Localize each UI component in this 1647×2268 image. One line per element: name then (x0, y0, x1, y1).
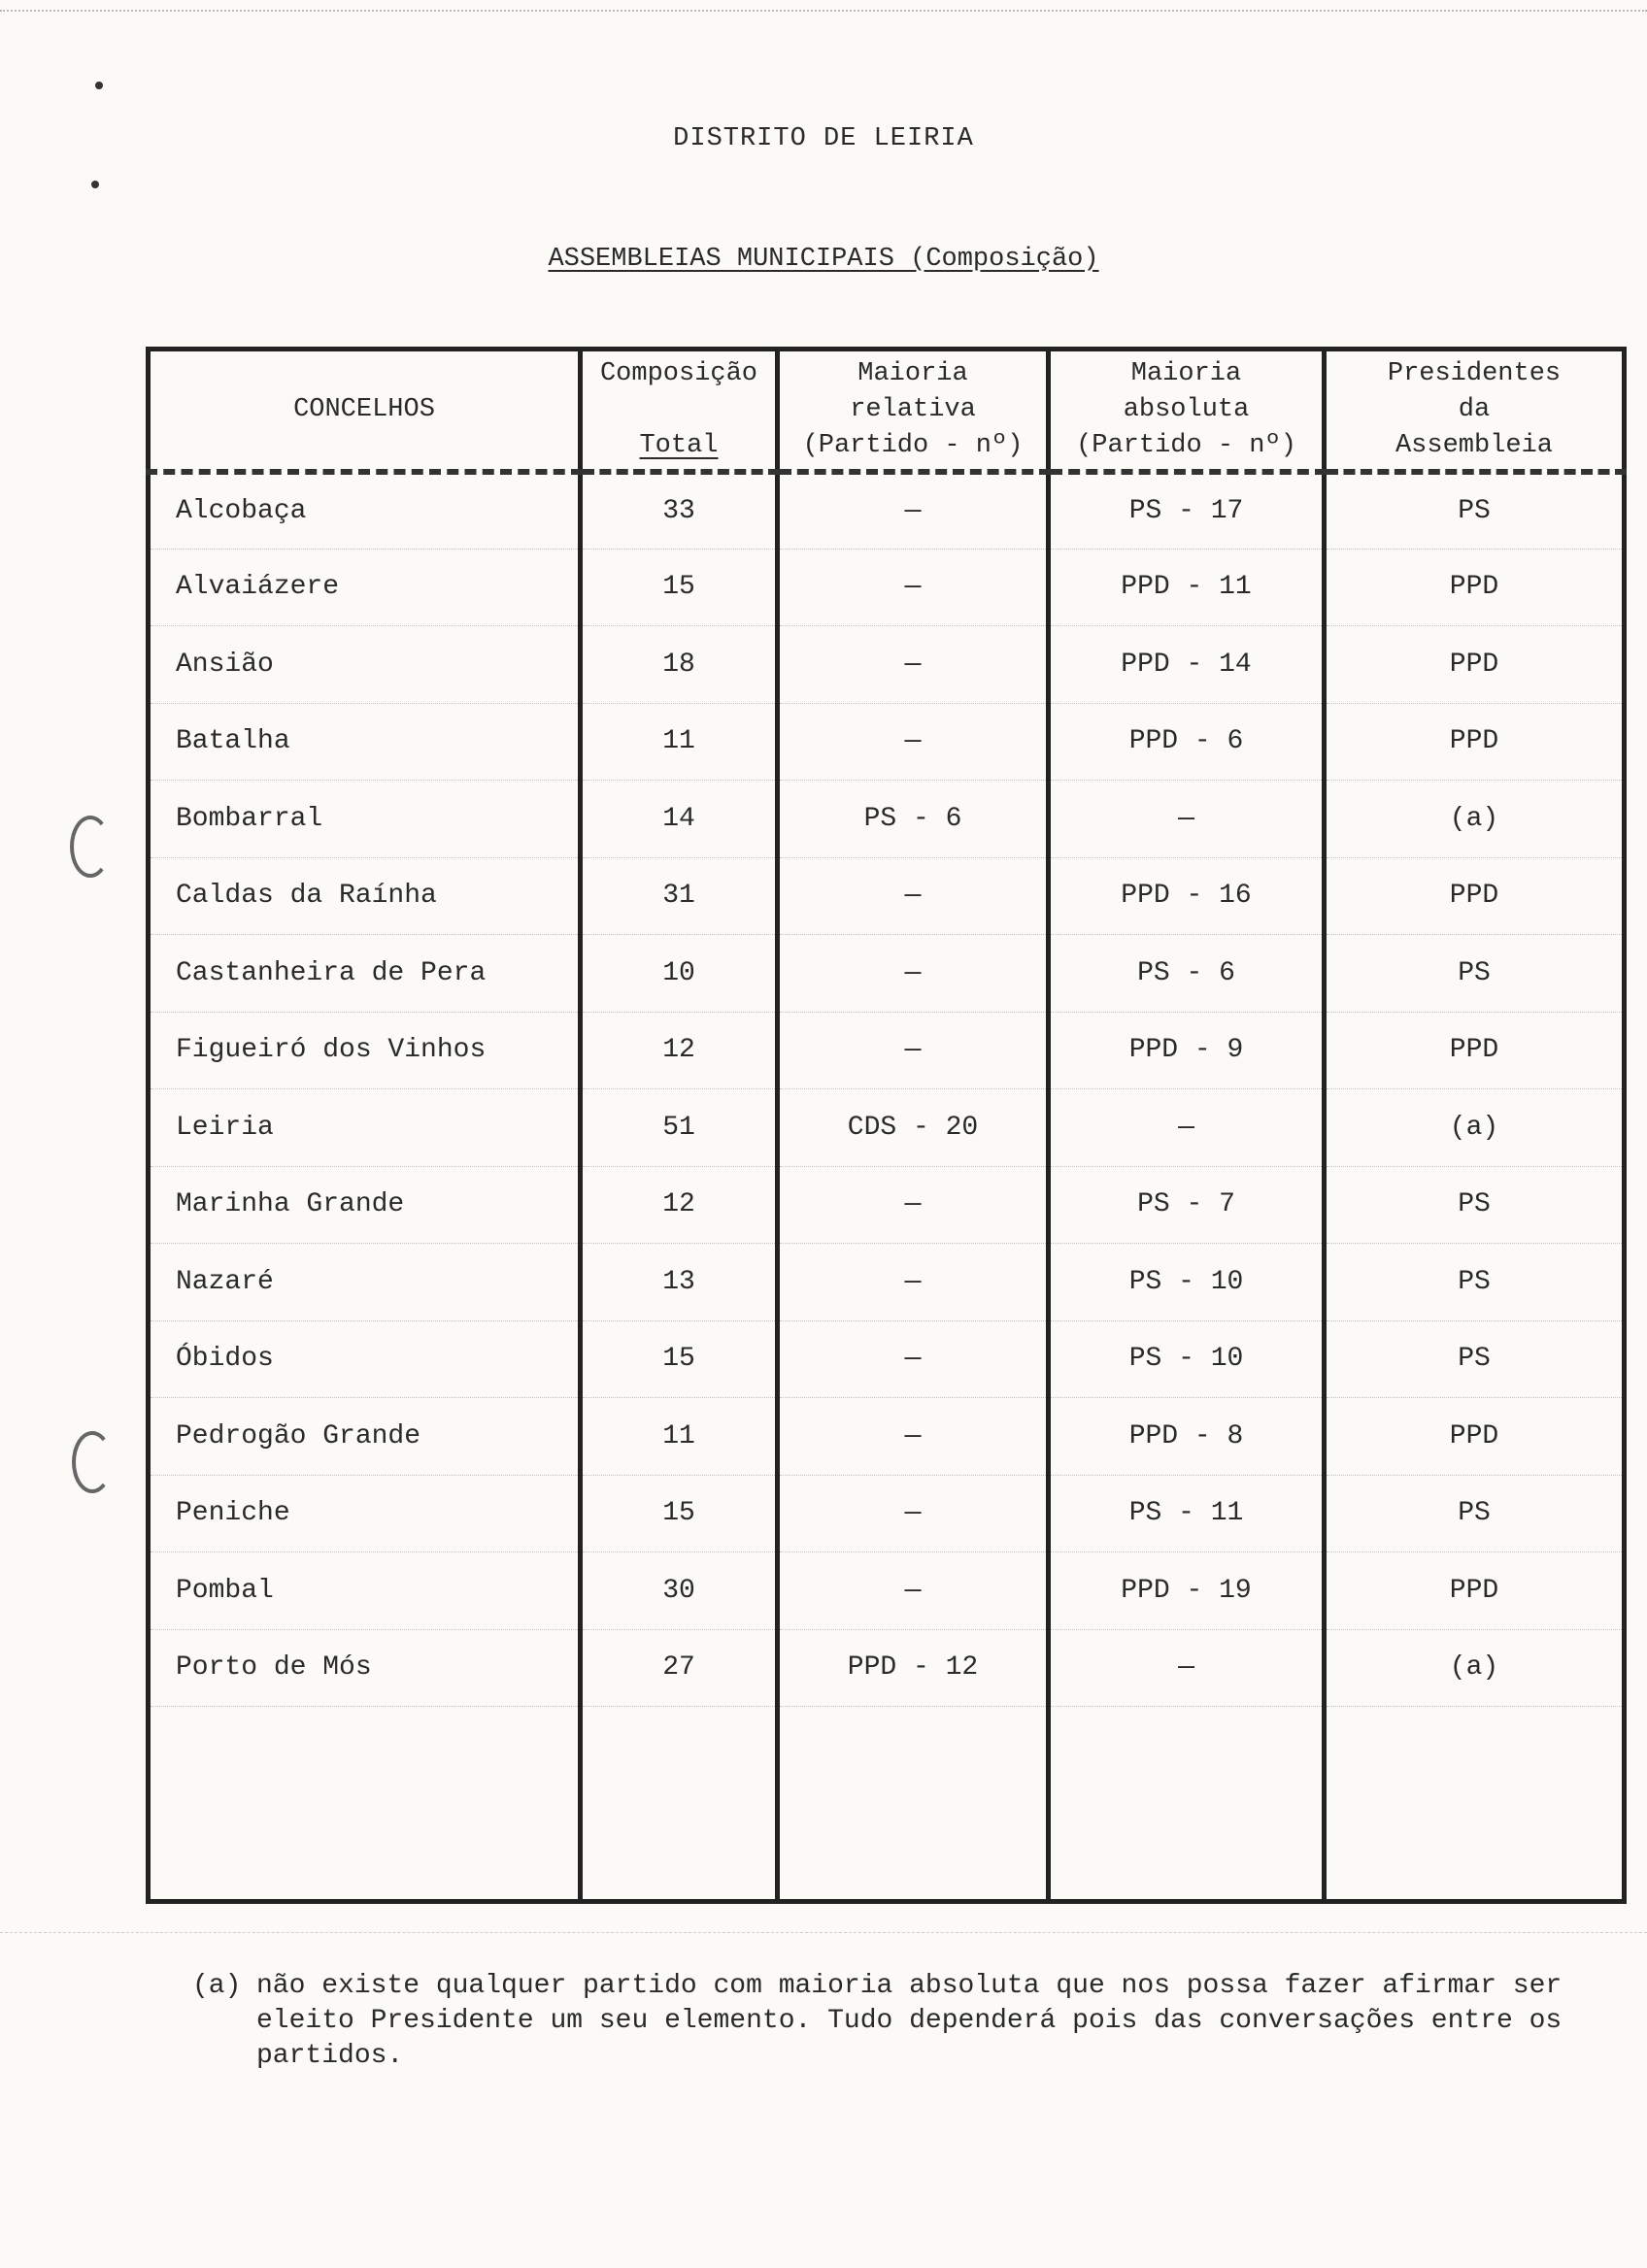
cell-concelho: Caldas da Raínha (149, 857, 581, 935)
cell-total: 15 (581, 1320, 778, 1398)
cell-relativa: — (778, 626, 1049, 704)
col-header-text: (Partido - nº) (1076, 430, 1296, 460)
page-subtitle-text: ASSEMBLEIAS MUNICIPAIS (Composição) (548, 245, 1099, 274)
footnote-mark: (a) (192, 1971, 242, 2001)
cell-presidente: PPD (1325, 1398, 1625, 1476)
col-header-text: Maioria (1130, 358, 1242, 388)
cell-presidente: PPD (1325, 857, 1625, 935)
cell-relativa: — (778, 703, 1049, 781)
footnote-text: não existe qualquer partido com maioria absoluta que nos possa fazer afirmar ser eleito Presidente um seu elemento. Tudo dependerá pois das conversações entre os partidos. (256, 1971, 1563, 2071)
col-header-text: absoluta (1123, 394, 1250, 424)
col-header-concelhos (149, 350, 581, 472)
cell-absoluta: PPD - 16 (1049, 857, 1325, 935)
cell-relativa: PS - 6 (778, 781, 1049, 858)
col-header-text: Assembleia (1395, 430, 1554, 460)
cell-total: 27 (581, 1629, 778, 1707)
cell-absoluta: — (1049, 1629, 1325, 1707)
cell-relativa: — (778, 1244, 1049, 1321)
cell-total: 15 (581, 1475, 778, 1552)
col-header-text: relativa (850, 394, 976, 424)
cell-relativa: — (778, 1475, 1049, 1552)
cell-total: 13 (581, 1244, 778, 1321)
table-row (149, 1166, 1625, 1244)
page-title: DISTRITO DE LEIRIA (673, 124, 974, 153)
cell-total: 12 (581, 1012, 778, 1089)
cell-relativa: — (778, 1012, 1049, 1089)
col-header-text: CONCELHOS (293, 394, 435, 424)
table-row (149, 1475, 1625, 1552)
cell-relativa: CDS - 20 (778, 1089, 1049, 1167)
cell-concelho: Batalha (149, 703, 581, 781)
cell-relativa: PPD - 12 (778, 1629, 1049, 1707)
col-header-text: Maioria (857, 358, 968, 388)
cell-absoluta: PPD - 8 (1049, 1398, 1325, 1476)
cell-presidente: (a) (1325, 781, 1625, 858)
table-filler-row (149, 1707, 1625, 1902)
table-header-row (149, 350, 1625, 472)
table-row (149, 1629, 1625, 1707)
col-header-maioria-absoluta (1049, 350, 1325, 472)
cell-total: 33 (581, 472, 778, 550)
cell-absoluta: PS - 17 (1049, 472, 1325, 550)
col-header-composicao (581, 350, 778, 472)
table-row (149, 1320, 1625, 1398)
cell-presidente: PPD (1325, 703, 1625, 781)
cell-absoluta: PS - 6 (1049, 935, 1325, 1013)
cell-total: 14 (581, 781, 778, 858)
cell-relativa: — (778, 1398, 1049, 1476)
cell-concelho: Castanheira de Pera (149, 935, 581, 1013)
punch-hole (70, 816, 111, 878)
footnote (192, 1969, 1571, 2074)
cell-relativa: — (778, 857, 1049, 935)
table-row (149, 935, 1625, 1013)
table-row (149, 1398, 1625, 1476)
cell-presidente: PS (1325, 472, 1625, 550)
cell-total: 51 (581, 1089, 778, 1167)
cell-absoluta: PPD - 9 (1049, 1012, 1325, 1089)
col-header-text: Total (639, 430, 719, 460)
cell-presidente: PS (1325, 1475, 1625, 1552)
cell-presidente: PS (1325, 935, 1625, 1013)
cell-total: 18 (581, 626, 778, 704)
cell-absoluta: — (1049, 781, 1325, 858)
cell-concelho: Pedrogão Grande (149, 1398, 581, 1476)
cell-concelho: Marinha Grande (149, 1166, 581, 1244)
cell-total: 12 (581, 1166, 778, 1244)
table-row (149, 1012, 1625, 1089)
bottom-scan-line (0, 1932, 1647, 1933)
col-header-text: da (1458, 394, 1491, 424)
cell-concelho: Alvaiázere (149, 549, 581, 626)
cell-absoluta: PS - 7 (1049, 1166, 1325, 1244)
cell-absoluta: PPD - 19 (1049, 1552, 1325, 1630)
empty-cell (1049, 1707, 1325, 1902)
cell-absoluta: PS - 10 (1049, 1244, 1325, 1321)
cell-absoluta: PS - 10 (1049, 1320, 1325, 1398)
empty-cell (1325, 1707, 1625, 1902)
cell-presidente: PS (1325, 1320, 1625, 1398)
cell-relativa: — (778, 549, 1049, 626)
cell-concelho: Peniche (149, 1475, 581, 1552)
assembleias-table (146, 347, 1627, 1904)
cell-total: 15 (581, 549, 778, 626)
cell-absoluta: PS - 11 (1049, 1475, 1325, 1552)
cell-absoluta: PPD - 11 (1049, 549, 1325, 626)
cell-presidente: PPD (1325, 1012, 1625, 1089)
cell-presidente: PPD (1325, 626, 1625, 704)
cell-total: 11 (581, 1398, 778, 1476)
top-scan-line (0, 10, 1647, 12)
page-subtitle (0, 245, 1647, 274)
cell-relativa: — (778, 1166, 1049, 1244)
empty-cell (581, 1707, 778, 1902)
empty-cell (778, 1707, 1049, 1902)
table-row (149, 626, 1625, 704)
punch-hole (72, 1431, 113, 1493)
cell-relativa: — (778, 1552, 1049, 1630)
col-header-text (583, 392, 775, 428)
cell-presidente: PS (1325, 1166, 1625, 1244)
cell-total: 11 (581, 703, 778, 781)
cell-absoluta: — (1049, 1089, 1325, 1167)
empty-cell (149, 1707, 581, 1902)
margin-mark (91, 181, 99, 188)
cell-concelho: Óbidos (149, 1320, 581, 1398)
cell-presidente: (a) (1325, 1629, 1625, 1707)
cell-total: 31 (581, 857, 778, 935)
cell-relativa: — (778, 472, 1049, 550)
col-header-maioria-relativa (778, 350, 1049, 472)
cell-concelho: Porto de Mós (149, 1629, 581, 1707)
cell-total: 30 (581, 1552, 778, 1630)
table-row (149, 1244, 1625, 1321)
cell-relativa: — (778, 1320, 1049, 1398)
cell-concelho: Leiria (149, 1089, 581, 1167)
table-row (149, 703, 1625, 781)
table-row (149, 781, 1625, 858)
cell-relativa: — (778, 935, 1049, 1013)
cell-absoluta: PPD - 6 (1049, 703, 1325, 781)
cell-presidente: PPD (1325, 1552, 1625, 1630)
cell-concelho: Ansião (149, 626, 581, 704)
cell-presidente: PS (1325, 1244, 1625, 1321)
cell-concelho: Figueiró dos Vinhos (149, 1012, 581, 1089)
col-header-text: Composição (599, 358, 758, 388)
margin-mark (95, 82, 103, 89)
cell-concelho: Bombarral (149, 781, 581, 858)
table-row (149, 1552, 1625, 1630)
cell-presidente: PPD (1325, 549, 1625, 626)
col-header-text: (Partido - nº) (802, 430, 1024, 460)
col-header-text: Presidentes (1387, 358, 1562, 388)
cell-concelho: Alcobaça (149, 472, 581, 550)
table-row (149, 857, 1625, 935)
table-row (149, 472, 1625, 550)
col-header-presidentes (1325, 350, 1625, 472)
cell-absoluta: PPD - 14 (1049, 626, 1325, 704)
cell-presidente: (a) (1325, 1089, 1625, 1167)
cell-concelho: Pombal (149, 1552, 581, 1630)
cell-concelho: Nazaré (149, 1244, 581, 1321)
cell-total: 10 (581, 935, 778, 1013)
table-row (149, 549, 1625, 626)
table-row (149, 1089, 1625, 1167)
